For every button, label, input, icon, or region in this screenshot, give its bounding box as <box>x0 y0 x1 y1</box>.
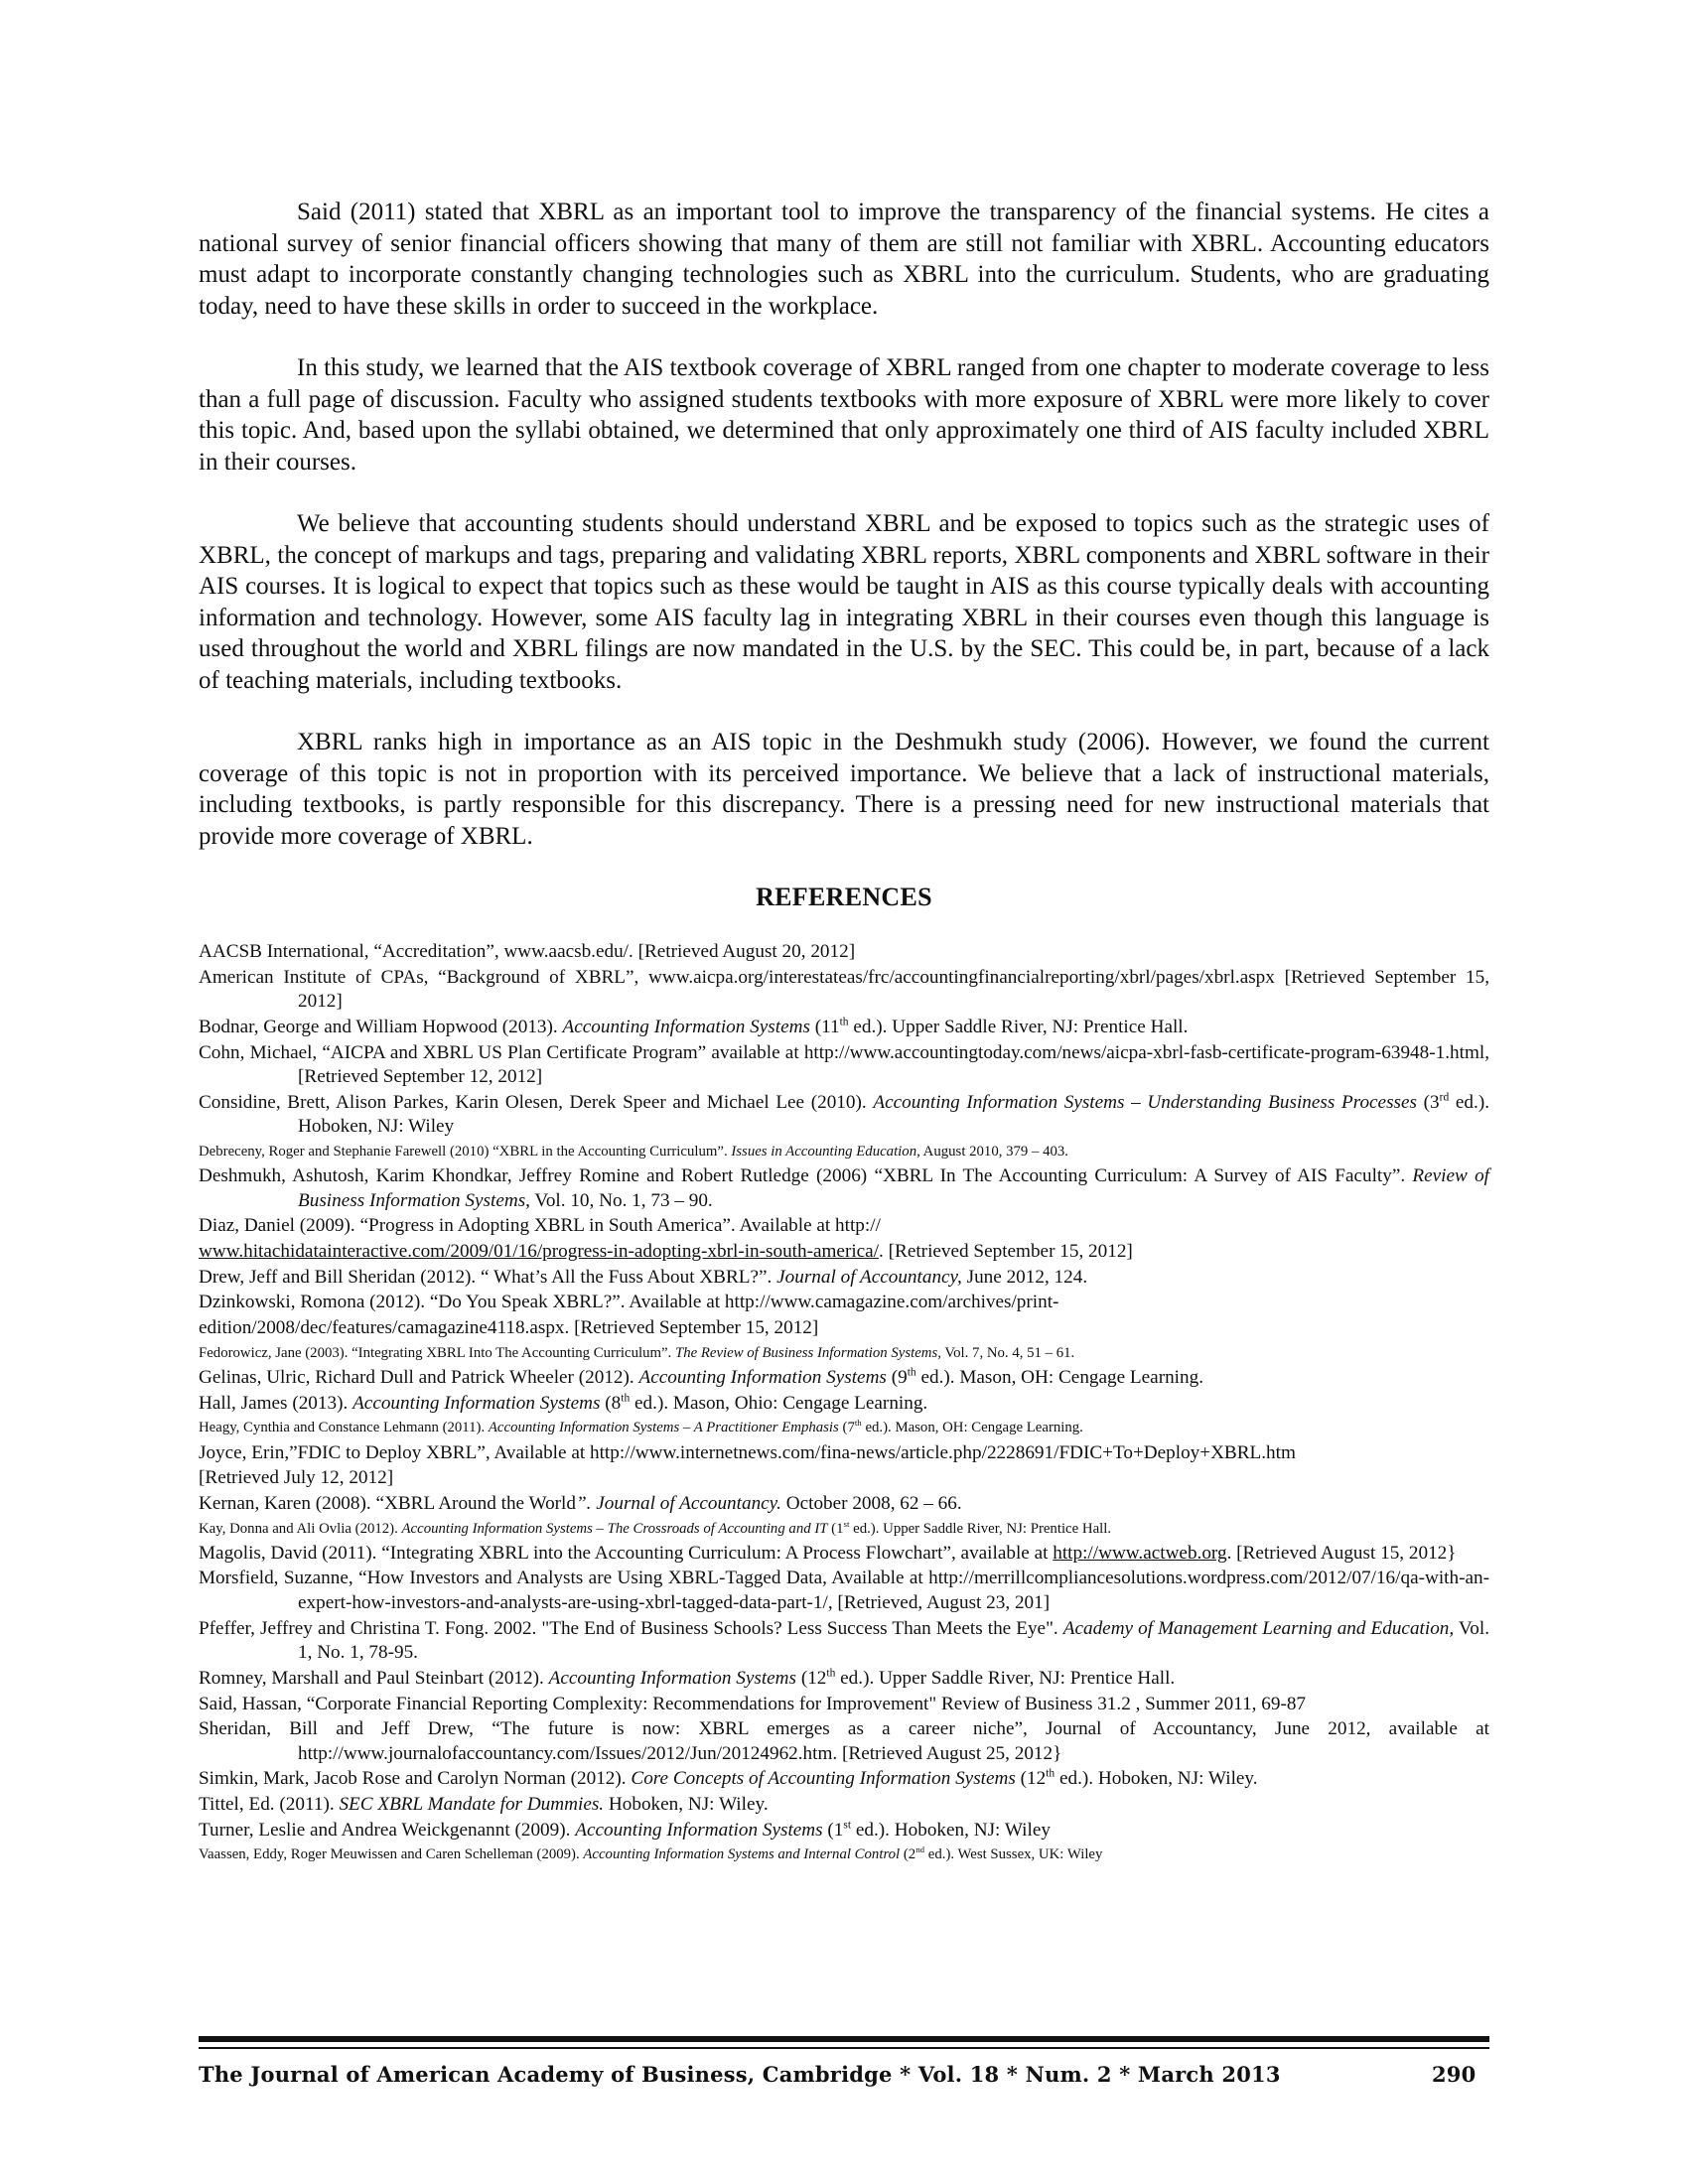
reference-entry: Said, Hassan, “Corporate Financial Reporting Complexity: Recommendations for Improvement" Review of Business 31.2 , Summer 2011, 69-87 <box>199 1693 1307 1714</box>
reference-entry: Gelinas, Ulric, Richard Dull and Patrick Wheeler (2012). Accounting Information Systems (9th ed.). Mason, OH: Cengage Learning. <box>199 1366 1203 1388</box>
reference-entry: Dzinkowski, Romona (2012). “Do You Speak XBRL?”. Available at http://www.camagazine.com/archives/print- <box>199 1292 1059 1313</box>
reference-entry: Heagy, Cynthia and Constance Lehmann (2011). Accounting Information Systems – A Practitioner Emphasis (7th ed.). Mason, OH: Cengage Learning. <box>199 1418 1083 1436</box>
reference-entry: Fedorowicz, Jane (2003). “Integrating XBRL Into The Accounting Curriculum”. The Review of Business Information Systems, Vol. 7, No. 4, 51 – 61. <box>199 1344 1075 1361</box>
footer-rule <box>199 2036 1489 2042</box>
page-number: 290 <box>1432 2062 1477 2087</box>
reference-entry: Vaassen, Eddy, Roger Meuwissen and Caren Schelleman (2009). Accounting Information Systems and Internal Control (2nd ed.). West Sussex, UK: Wiley <box>199 1844 1103 1863</box>
reference-entry: [Retrieved July 12, 2012] <box>199 1467 394 1489</box>
reference-entry: Simkin, Mark, Jacob Rose and Carolyn Norman (2012). Core Concepts of Accounting Information Systems (12th ed.). Hoboken, NJ: Wiley. <box>199 1767 1258 1790</box>
journal-citation: The Journal of American Academy of Business, Cambridge * Vol. 18 * Num. 2 * March 2013 <box>199 2062 1281 2087</box>
reference-link[interactable]: http://www.actweb.org <box>1053 1542 1227 1564</box>
reference-entry: AACSB International, “Accreditation”, www.aacsb.edu/. [Retrieved August 20, 2012] <box>199 941 856 962</box>
reference-entry: Cohn, Michael, “AICPA and XBRL US Plan Certificate Program” available at http://www.accountingtoday.com/news/aicpa-xbrl-fasb-certificate-program-63948-1.html, [Retrieved September 12, 2012] <box>199 1041 1489 1088</box>
reference-entry: Drew, Jeff and Bill Sheridan (2012). “ What’s All the Fuss About XBRL?”. Journal of Accountancy, June 2012, 124. <box>199 1266 1088 1288</box>
paragraph: Said (2011) stated that XBRL as an important tool to improve the transparency of the financial systems. He cites a national survey of senior financial officers showing that many of them are still not familiar with XBRL. Accounting educators must adapt to incorporate constantly changing technologies such as XBRL into the curriculum. Students, who are graduating today, need to have these skills in order to succeed in the workplace. <box>199 199 1489 320</box>
reference-entry: American Institute of CPAs, “Background of XBRL”, www.aicpa.org/interestateas/frc/accountingfinancialreporting/xbrl/pages/xbrl.aspx [Retrieved September 15, 2012] <box>199 966 1489 1013</box>
reference-entry: Diaz, Daniel (2009). “Progress in Adopting XBRL in South America”. Available at http:// <box>199 1215 881 1237</box>
reference-entry: Magolis, David (2011). “Integrating XBRL into the Accounting Curriculum: A Process Flowchart”, available at http://www.actweb.org. [Retrieved August 15, 2012} <box>199 1542 1457 1564</box>
reference-entry: edition/2008/dec/features/camagazine4118.aspx. [Retrieved September 15, 2012] <box>199 1317 819 1339</box>
footer-rule <box>199 2047 1489 2049</box>
reference-entry: Pfeffer, Jeffrey and Christina T. Fong. 2002. "The End of Business Schools? Less Success Than Meets the Eye". Academy of Management Learning and Education, Vol. 1, No. 1, 78-95. <box>199 1617 1490 1664</box>
paragraph: In this study, we learned that the AIS textbook coverage of XBRL ranged from one chapter to moderate coverage to less than a full page of discussion. Faculty who assigned students textbooks with more exposure of XBRL were more likely to cover this topic. And, based upon the syllabi obtained, we determined that only approximately one third of AIS faculty included XBRL in their courses. <box>199 354 1489 476</box>
reference-entry: Joyce, Erin,”FDIC to Deploy XBRL”, Available at http://www.internetnews.com/fina-news/article.php/2228691/FDIC+To+Deploy+XBRL.htm <box>199 1441 1296 1463</box>
reference-entry: Romney, Marshall and Paul Steinbart (2012). Accounting Information Systems (12th ed.). Upper Saddle River, NJ: Prentice Hall. <box>199 1667 1176 1689</box>
reference-entry: Kay, Donna and Ali Ovlia (2012). Accounting Information Systems – The Crossroads of Accounting and IT (1st ed.). Upper Saddle River, NJ: Prentice Hall. <box>199 1518 1112 1537</box>
reference-link[interactable]: www.hitachidatainteractive.com/2009/01/16/progress-in-adopting-xbrl-in-south-america/ <box>199 1241 880 1262</box>
reference-entry: Considine, Brett, Alison Parkes, Karin Olesen, Derek Speer and Michael Lee (2010). Accounting Information Systems – Understanding Business Processes (3rd ed.). Hoboken, NJ: Wiley <box>199 1091 1490 1138</box>
references-heading: REFERENCES <box>756 883 932 911</box>
reference-entry: Debreceny, Roger and Stephanie Farewell (2010) “XBRL in the Accounting Curriculum”. Issues in Accounting Education, August 2010, 379 – 403. <box>199 1143 1069 1160</box>
reference-entry: www.hitachidatainteractive.com/2009/01/16/progress-in-adopting-xbrl-in-south-america/. [Retrieved September 15, 2012] <box>199 1241 1133 1262</box>
paragraph: XBRL ranks high in importance as an AIS topic in the Deshmukh study (2006). However, we found the current coverage of this topic is not in proportion with its perceived importance. We believe that a lack of instructional materials, including textbooks, is partly responsible for this discrepancy. There is a pressing need for new instructional materials that provide more coverage of XBRL. <box>199 729 1489 850</box>
references-list <box>199 940 1489 1866</box>
reference-entry: Sheridan, Bill and Jeff Drew, “The future is now: XBRL emerges as a career niche”, Journal of Accountancy, June 2012, available at http://www.journalofaccountancy.com/Issues/2012/Jun/20124962.htm. [Retrieved August 25, 2012} <box>199 1718 1489 1764</box>
article-body <box>199 197 1489 1868</box>
reference-entry: Turner, Leslie and Andrea Weickgenannt (2009). Accounting Information Systems (1st ed.). Hoboken, NJ: Wiley <box>199 1819 1051 1841</box>
reference-entry: Morsfield, Suzanne, “How Investors and Analysts are Using XBRL-Tagged Data, Available at http://merrillcompliancesolutions.wordpress.com/2012/07/16/qa-with-an-expert-how-investors-and-analysts-are-using-xbrl-tagged-data-part-1/, [Retrieved, August 23, 201] <box>199 1568 1489 1613</box>
reference-entry: Deshmukh, Ashutosh, Karim Khondkar, Jeffrey Romine and Robert Rutledge (2006) “XBRL In The Accounting Curriculum: A Survey of AIS Faculty”. Review of Business Information Systems, Vol. 10, No. 1, 73 – 90. <box>199 1165 1489 1211</box>
reference-entry: Kernan, Karen (2008). “XBRL Around the World”. Journal of Accountancy. October 2008, 62 – 66. <box>199 1492 962 1514</box>
reference-entry: Hall, James (2013). Accounting Information Systems (8th ed.). Mason, Ohio: Cengage Learning. <box>199 1392 928 1414</box>
paragraph: We believe that accounting students should understand XBRL and be exposed to topics such as the strategic uses of XBRL, the concept of markups and tags, preparing and validating XBRL reports, XBRL components and XBRL software in their AIS courses. It is logical to expect that topics such as these would be taught in AIS as this course typically deals with accounting information and technology. However, some AIS faculty lag in integrating XBRL in their courses even though this language is used throughout the world and XBRL filings are now mandated in the U.S. by the SEC. This could be, in part, because of a lack of teaching materials, including textbooks. <box>199 510 1489 694</box>
reference-entry: Tittel, Ed. (2011). SEC XBRL Mandate for Dummies. Hoboken, NJ: Wiley. <box>199 1794 769 1816</box>
reference-entry: Bodnar, George and William Hopwood (2013). Accounting Information Systems (11th ed.). Upper Saddle River, NJ: Prentice Hall. <box>199 1016 1189 1037</box>
